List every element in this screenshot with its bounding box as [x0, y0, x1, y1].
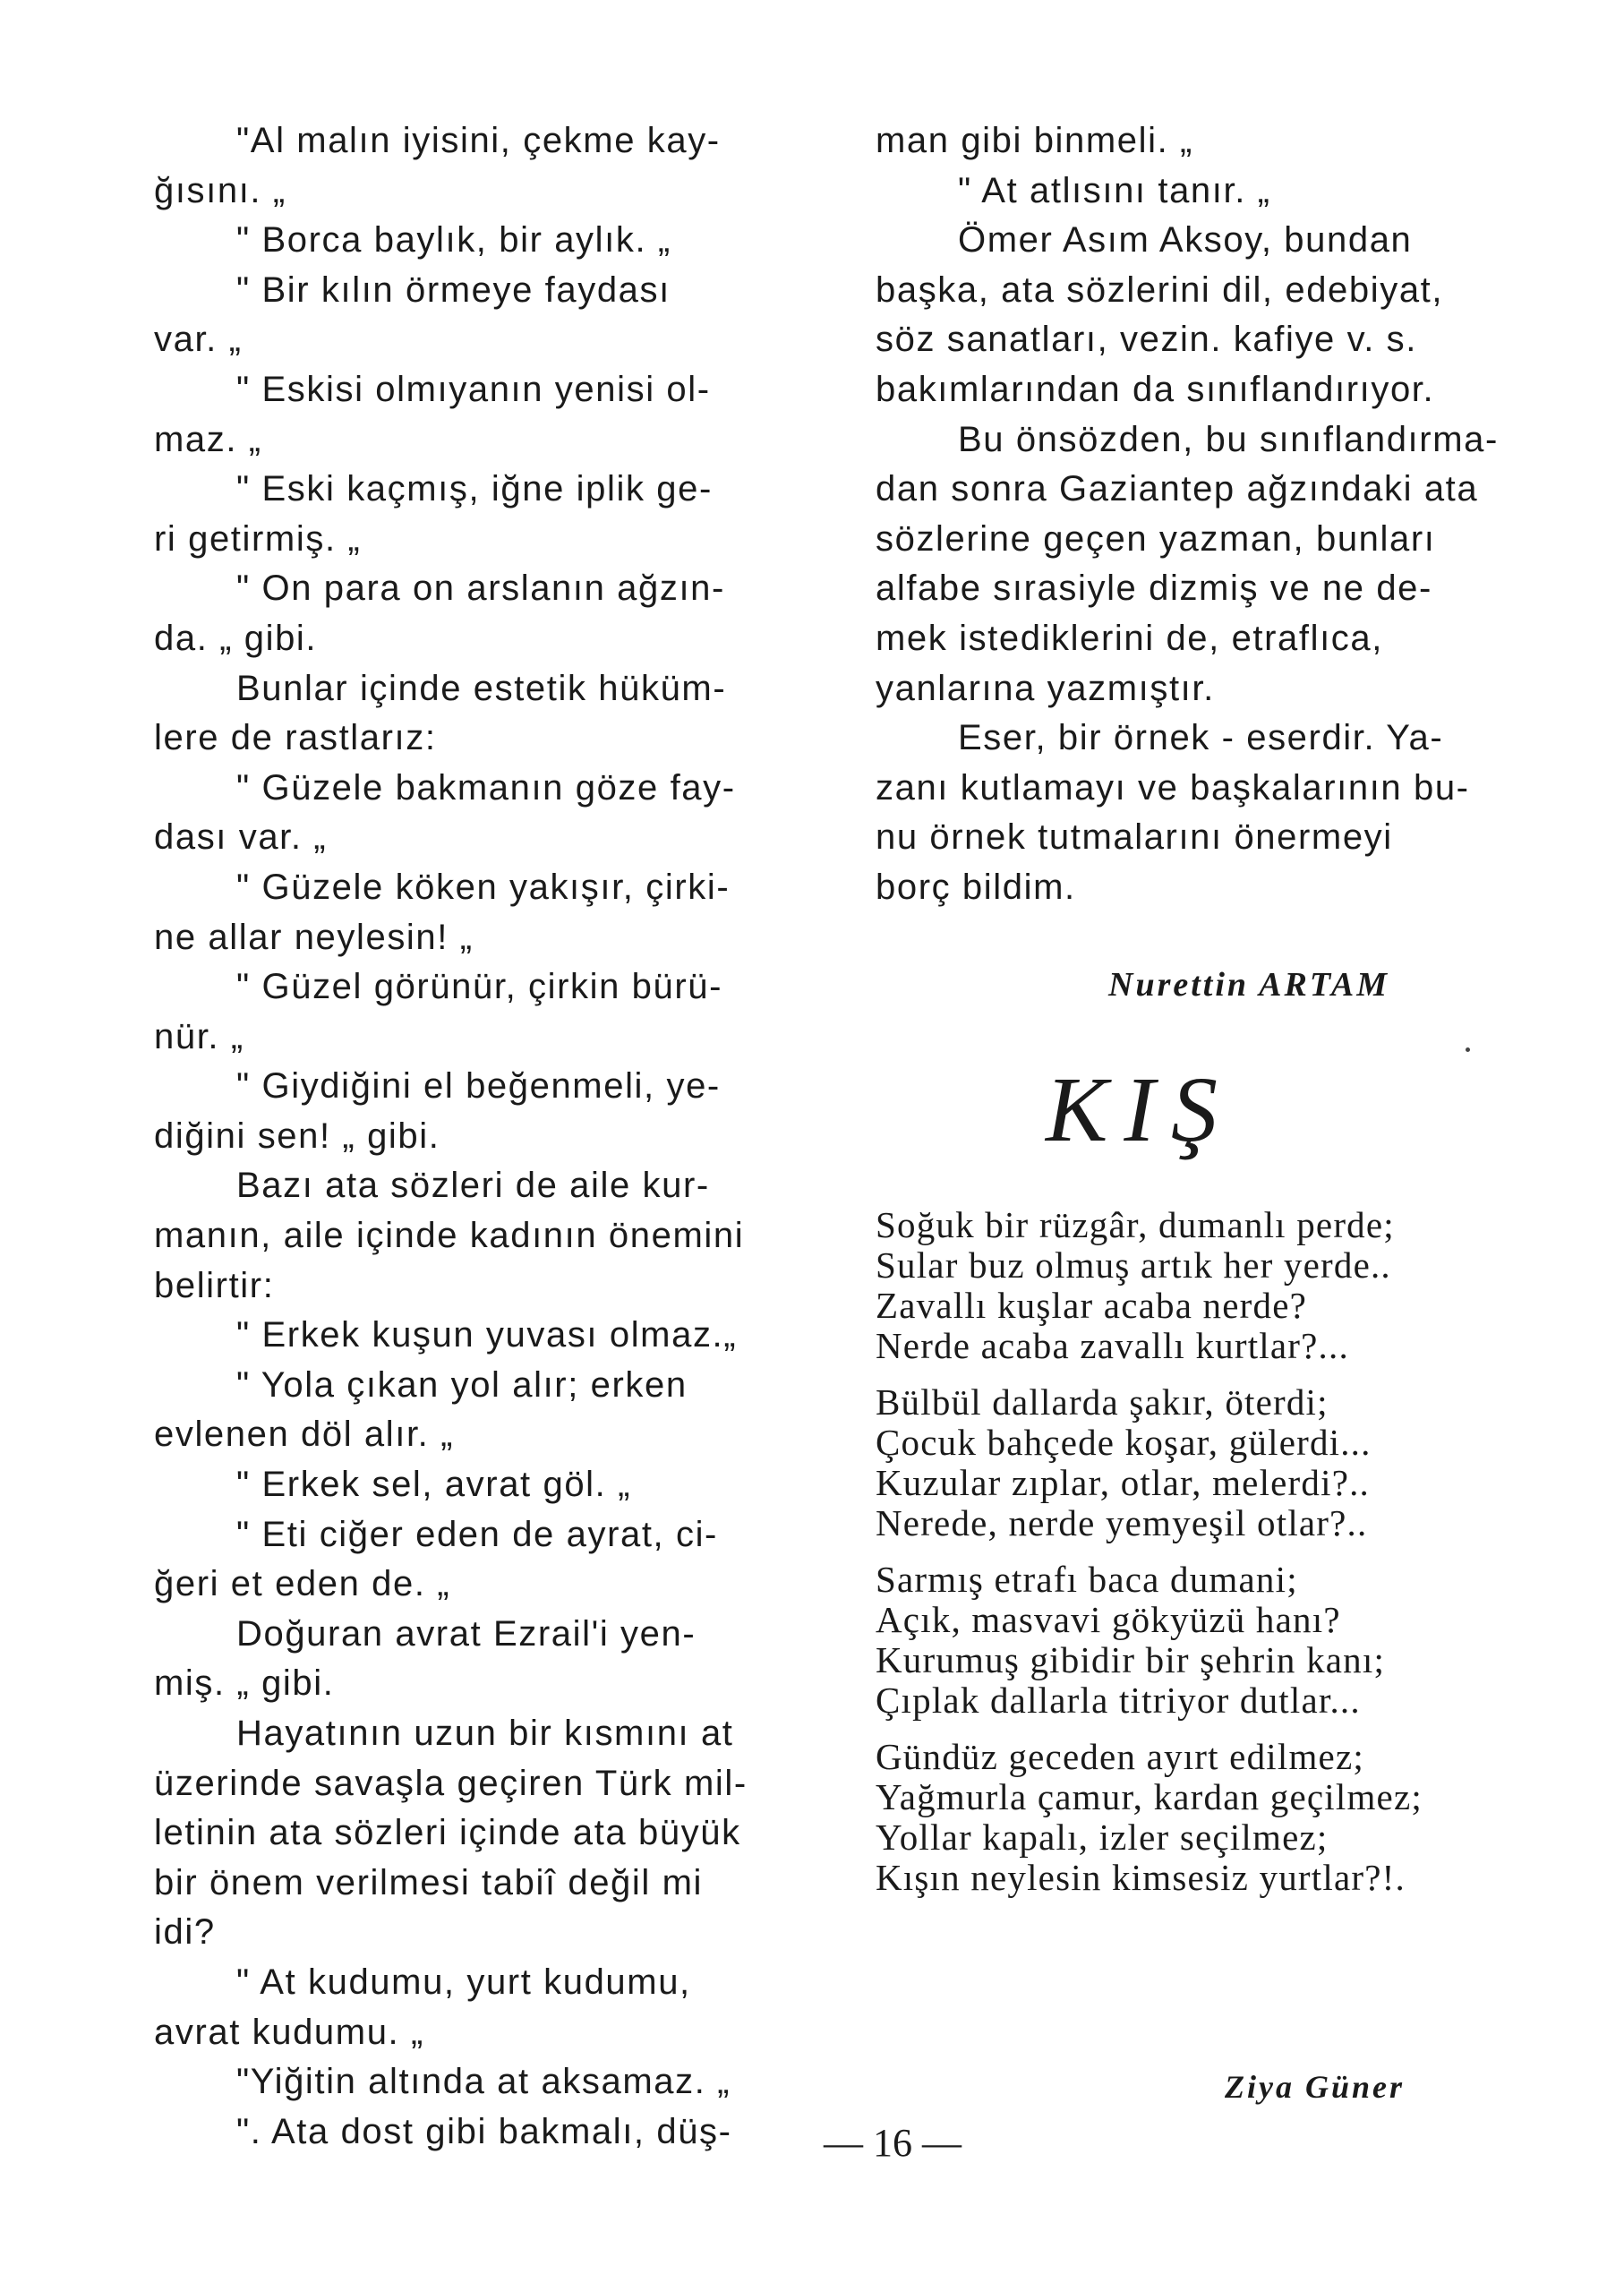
left-column-line: nür. „	[154, 1016, 244, 1056]
right-column-line: mek istediklerini de, etraflıca,	[876, 618, 1383, 658]
left-column-line: evlenen döl alır. „	[154, 1415, 455, 1455]
poem-line: Yağmurla çamur, kardan geçilmez;	[876, 1776, 1423, 1817]
left-column-line: " Erkek sel, avrat göl. „	[236, 1465, 631, 1505]
right-column-line: nu örnek tutmalarını önermeyi	[876, 817, 1393, 858]
left-column-line: idi?	[154, 1912, 216, 1953]
signature-ziya-guner: Ziya Güner	[1225, 2069, 1405, 2105]
left-column-line: var. „	[154, 320, 243, 360]
left-column-line: lere de rastlarız:	[154, 718, 437, 758]
poem-stanza	[876, 1382, 1372, 1543]
right-column-line: Ömer Asım Aksoy, bundan	[958, 220, 1413, 261]
left-column	[154, 116, 799, 2157]
left-column-line: letinin ata sözleri içinde ata büyük	[154, 1813, 741, 1853]
left-column-line: " Güzele bakmanın göze fay-	[236, 767, 736, 808]
poem-line: Sular buz olmuş artık her yerde..	[876, 1244, 1391, 1286]
left-column-line: ğısını. „	[154, 170, 286, 210]
left-column-line: " On para on arslanın ağzın-	[236, 568, 725, 609]
right-column-line: başka, ata sözlerini dil, edebiyat,	[876, 269, 1444, 310]
left-column-line: ". Ata dost gibi bakmalı, düş-	[236, 2111, 732, 2151]
poem-title: KIŞ	[1046, 1058, 1234, 1161]
right-column-line: borç bildim.	[876, 867, 1076, 907]
left-column-line: bir önem verilmesi tabiî değil mi	[154, 1862, 703, 1902]
left-column-line: üzerinde savaşla geçiren Türk mil-	[154, 1763, 748, 1803]
poem-line: Yollar kapalı, izler seçilmez;	[876, 1817, 1329, 1858]
left-column-line: ri getirmiş. „	[154, 518, 362, 559]
left-column-line: da. „ gibi.	[154, 618, 318, 658]
left-column-line: ğeri et eden de. „	[154, 1564, 451, 1604]
left-column-line: "Al malın iyisini, çekme kay-	[236, 121, 721, 160]
left-column-line: " Bir kılın örmeye faydası	[236, 269, 671, 310]
poem-line: Sarmış etrafı baca dumani;	[876, 1559, 1298, 1600]
poem-line: Kuzular zıplar, otlar, melerdi?..	[876, 1462, 1370, 1503]
left-column-line: Bunlar içinde estetik hüküm-	[236, 668, 727, 708]
left-column-line: ne allar neylesin! „	[154, 917, 474, 957]
left-column-line: " Eski kaçmış, iğne iplik ge-	[236, 469, 713, 509]
left-column-line: " Borca baylık, bir aylık. „	[236, 220, 671, 261]
left-column-line: "Yiğitin altında at aksamaz. „	[236, 2062, 731, 2102]
left-column-line: manın, aile içinde kadının önemini	[154, 1216, 745, 1256]
poem-line: Kışın neylesin kimsesiz yurtlar?!.	[876, 1857, 1406, 1898]
left-column-line: avrat kudumu. „	[154, 2012, 424, 2052]
poem-line: Kurumuş gibidir bir şehrin kanı;	[876, 1639, 1386, 1680]
left-column-line: " At kudumu, yurt kudumu,	[236, 1962, 691, 2002]
poem-stanza	[876, 1560, 1385, 1721]
poem-line: Gündüz geceden ayırt edilmez;	[876, 1736, 1364, 1777]
left-column-line: " Güzel görünür, çirkin bürü-	[236, 967, 723, 1007]
poem-line: Çocuk bahçede koşar, gülerdi...	[876, 1422, 1372, 1463]
right-column-line: " At atlısını tanır. „	[958, 170, 1271, 210]
left-column-line: maz. „	[154, 419, 262, 459]
poem-line: Nerede, nerde yemyeşil otlar?..	[876, 1502, 1368, 1543]
left-column-line: " Güzele köken yakışır, çirki-	[236, 867, 731, 907]
left-column-line: dası var. „	[154, 817, 328, 858]
poem-line: Açık, masvavi gökyüzü hanı?	[876, 1599, 1341, 1640]
poem-line: Bülbül dallarda şakır, öterdi;	[876, 1381, 1329, 1423]
poem-line: Çıplak dallarla titriyor dutlar...	[876, 1680, 1361, 1721]
right-column-line: man gibi binmeli. „	[876, 121, 1193, 160]
page-number: — 16 —	[824, 2121, 962, 2165]
poem-line: Zavallı kuşlar acaba nerde?	[876, 1285, 1307, 1326]
left-column-line: diğini sen! „ gibi.	[154, 1116, 440, 1156]
left-column-line: miş. „ gibi.	[154, 1663, 335, 1704]
poem-stanza	[876, 1205, 1395, 1366]
right-column	[876, 116, 1520, 913]
right-column-line: dan sonra Gaziantep ağzındaki ata	[876, 469, 1479, 509]
poem-line: Soğuk bir rüzgâr, dumanlı perde;	[876, 1204, 1395, 1245]
right-column-line: sözlerine geçen yazman, bunları	[876, 518, 1436, 559]
right-column-line: Bu önsözden, bu sınıflandırma-	[958, 419, 1499, 459]
speck-mark	[1466, 1047, 1470, 1052]
poem-line: Nerde acaba zavallı kurtlar?...	[876, 1325, 1349, 1366]
right-column-line: bakımlarından da sınıflandırıyor.	[876, 369, 1435, 409]
left-column-line: " Eti ciğer eden de ayrat, ci-	[236, 1514, 718, 1554]
left-column-line: " Eskisi olmıyanın yenisi ol-	[236, 369, 711, 409]
left-column-line: belirtir:	[154, 1265, 275, 1305]
right-column-line: Eser, bir örnek - eserdir. Ya-	[958, 718, 1444, 758]
left-column-line: " Giydiğini el beğenmeli, ye-	[236, 1066, 721, 1107]
left-column-line: " Erkek kuşun yuvası olmaz.„	[236, 1315, 738, 1355]
right-column-line: alfabe sırasiyle dizmiş ve ne de-	[876, 568, 1432, 609]
left-column-line: Hayatının uzun bir kısmını at	[236, 1714, 734, 1753]
left-column-line: " Yola çıkan yol alır; erken	[236, 1364, 688, 1405]
right-column-line: zanı kutlamayı ve başkalarının bu-	[876, 767, 1470, 808]
left-column-line: Bazı ata sözleri de aile kur-	[236, 1166, 710, 1206]
left-column-line: Doğuran avrat Ezrail'i yen-	[236, 1613, 697, 1654]
poem-stanza	[876, 1737, 1423, 1898]
right-column-line: yanlarına yazmıştır.	[876, 668, 1215, 708]
right-column-line: söz sanatları, vezin. kafiye v. s.	[876, 320, 1417, 360]
signature-nurettin-artam: Nurettin ARTAM	[1108, 966, 1390, 1004]
